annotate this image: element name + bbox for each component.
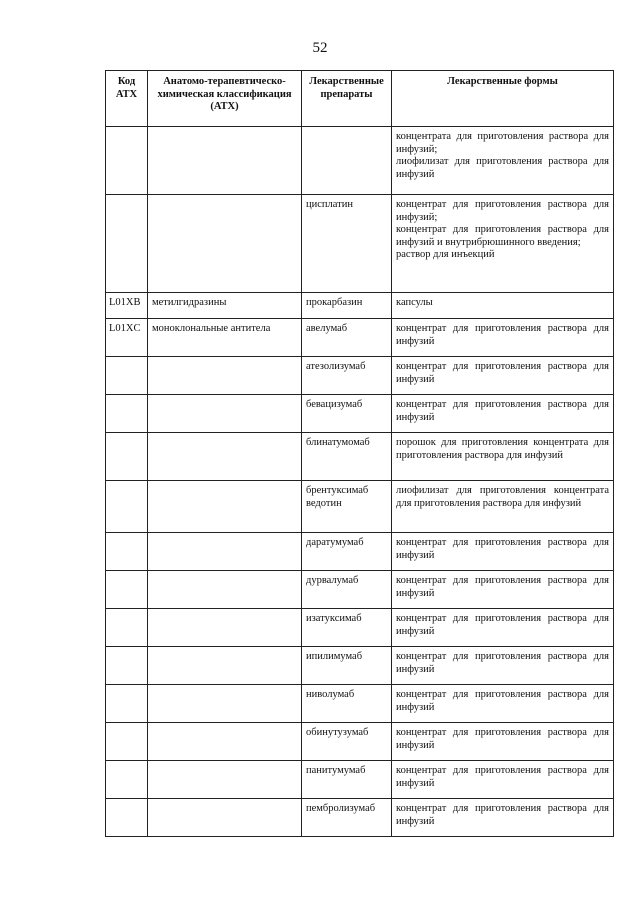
cell-drug: атезолизумаб [302,357,392,395]
cell-classification: метилгидразины [148,293,302,319]
table-row [106,647,614,685]
form-item: концентрат для приготовления раствора для инфузий [396,613,609,637]
cell-code [106,761,148,799]
form-item: концентрат для приготовления раствора для инфузий [396,323,609,347]
cell-forms [392,723,614,761]
cell-forms [392,195,614,293]
cell-forms [392,319,614,357]
table-body [106,127,614,837]
form-item: концентрат для приготовления раствора для инфузий [396,361,609,385]
form-item: концентрат для приготовления раствора для инфузий [396,765,609,789]
cell-forms [392,357,614,395]
form-item: концентрат для приготовления раствора для инфузий [396,803,609,827]
cell-code [106,481,148,533]
cell-forms [392,761,614,799]
page-number: 52 [312,40,328,56]
cell-code [106,195,148,293]
cell-code [106,609,148,647]
form-item: концентрат для приготовления раствора для инфузий; [396,199,609,223]
cell-code [106,799,148,837]
cell-classification: моноклональные антитела [148,319,302,357]
form-item: концентрат для приготовления раствора для инфузий [396,575,609,599]
cell-drug: изатуксимаб [302,609,392,647]
table-header-row [106,71,614,127]
cell-forms [392,127,614,195]
cell-classification [148,395,302,433]
cell-classification [148,533,302,571]
cell-drug: бевацизумаб [302,395,392,433]
table-row [106,723,614,761]
form-item: концентрат для приготовления раствора для инфузий [396,651,609,675]
table-row [106,685,614,723]
table-row [106,319,614,357]
cell-forms [392,533,614,571]
table-row [106,571,614,609]
cell-drug: ниволумаб [302,685,392,723]
table-row [106,609,614,647]
cell-classification [148,647,302,685]
table-row [106,433,614,481]
cell-code: L01XC [106,319,148,357]
cell-drug: обинутузумаб [302,723,392,761]
cell-drug: брентуксимаб ведотин [302,481,392,533]
cell-classification [148,761,302,799]
cell-classification [148,433,302,481]
cell-drug: блинатумомаб [302,433,392,481]
cell-drug: дурвалумаб [302,571,392,609]
header-drugs: Лекарственные препараты [302,71,392,127]
form-item: концентрат для приготовления раствора для инфузий [396,689,609,713]
form-item: порошок для приготовления концентрата для приготовления раствора для инфузий [396,437,609,461]
cell-drug [302,127,392,195]
table-row [106,395,614,433]
cell-code [106,395,148,433]
cell-classification [148,571,302,609]
form-item: капсулы [396,297,433,308]
cell-classification [148,195,302,293]
cell-code [106,571,148,609]
cell-forms [392,685,614,723]
cell-drug: панитумумаб [302,761,392,799]
header-code: Код АТХ [106,71,148,127]
table-row [106,195,614,293]
cell-code [106,357,148,395]
form-item: концентрат для приготовления раствора для инфузий [396,399,609,423]
table-row [106,293,614,319]
cell-code: L01XB [106,293,148,319]
cell-drug: цисплатин [302,195,392,293]
cell-code [106,647,148,685]
cell-forms [392,293,614,319]
cell-drug: прокарбазин [302,293,392,319]
cell-classification [148,127,302,195]
cell-forms [392,433,614,481]
cell-drug: пембролизумаб [302,799,392,837]
table-row [106,799,614,837]
cell-classification [148,685,302,723]
cell-classification [148,609,302,647]
form-item: лиофилизат для приготовления раствора для инфузий [396,156,609,180]
form-item: лиофилизат для приготовления концентрата для приготовления раствора для инфузий [396,485,609,509]
cell-drug: даратумумаб [302,533,392,571]
drug-table [105,70,614,837]
form-item: концентрат для приготовления раствора для инфузий [396,727,609,751]
header-forms: Лекарственные формы [392,71,614,127]
cell-forms [392,647,614,685]
cell-code [106,533,148,571]
cell-forms [392,481,614,533]
cell-code [106,127,148,195]
cell-drug: ипилимумаб [302,647,392,685]
table-row [106,533,614,571]
cell-classification [148,357,302,395]
table-row [106,761,614,799]
table-row [106,357,614,395]
cell-drug: авелумаб [302,319,392,357]
cell-code [106,433,148,481]
cell-forms [392,395,614,433]
cell-classification [148,481,302,533]
cell-forms [392,571,614,609]
cell-code [106,685,148,723]
cell-code [106,723,148,761]
table-row [106,481,614,533]
cell-classification [148,723,302,761]
form-item: концентрат для приготовления раствора для инфузий [396,537,609,561]
cell-forms [392,609,614,647]
cell-classification [148,799,302,837]
form-item: концентрата для приготовления раствора для инфузий; [396,131,609,155]
table-row [106,127,614,195]
header-classification: Анатомо-терапевтическо-химическая классификация (АТХ) [148,71,302,127]
cell-forms [392,799,614,837]
form-item: концентрат для приготовления раствора для инфузий и внутрибрюшинного введения; [396,224,609,248]
form-item: раствор для инъекций [396,249,495,260]
